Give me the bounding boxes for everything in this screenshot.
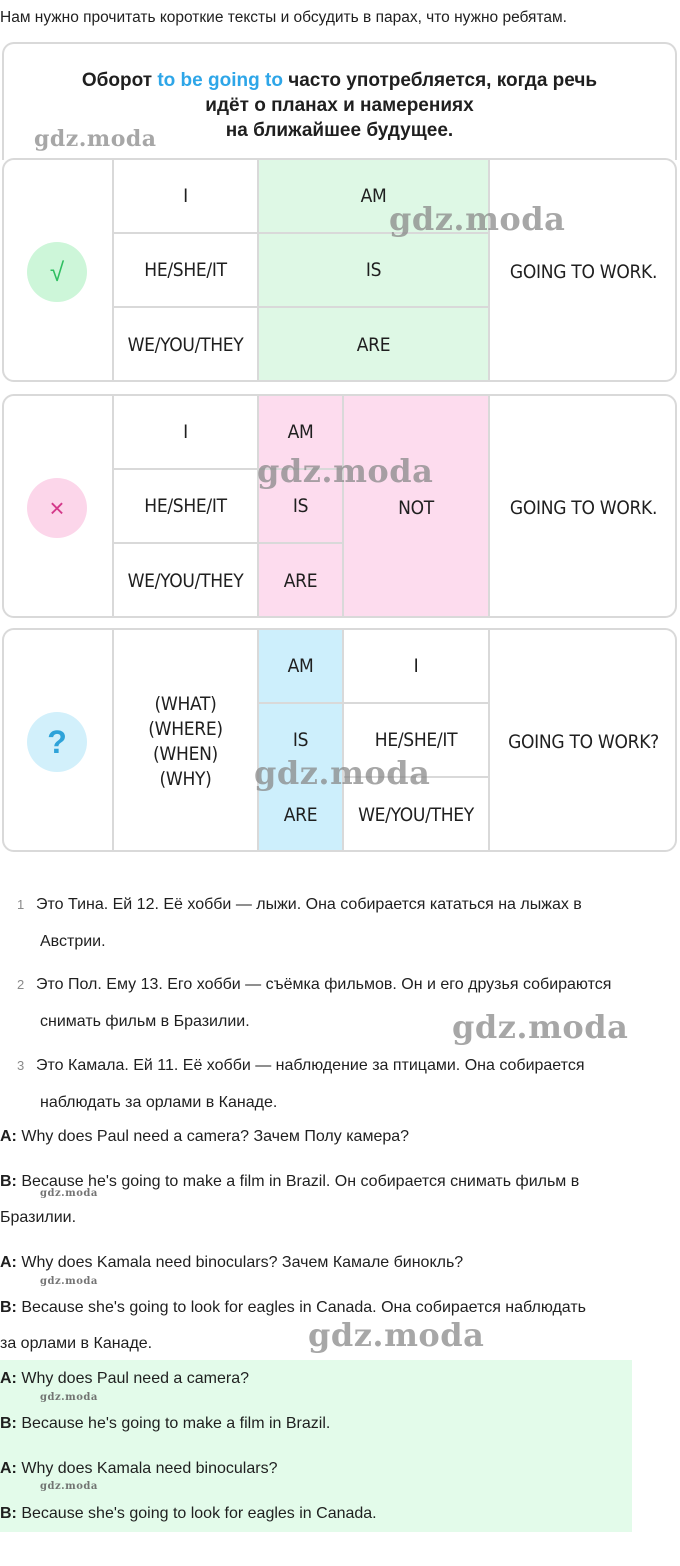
verb-cell: IS — [292, 729, 309, 751]
ending-cell: GOING TO WORK. — [509, 261, 658, 283]
item-number: 2 — [17, 977, 25, 992]
not-cell: NOT — [398, 497, 434, 519]
speaker-label: B: — [0, 1299, 17, 1316]
watermark: gdz.moda — [40, 1276, 98, 1287]
watermark: gdz.moda — [40, 1392, 98, 1403]
speaker-label: A: — [0, 1128, 17, 1145]
grammar-rule: Оборот to be going to часто употребляется, когда речь идёт о планах и намерениях на ближайшее будущее. — [81, 70, 598, 141]
answer-line: B: Because he's going to make a film in Brazil. — [0, 1415, 331, 1432]
watermark: gdz.moda — [308, 1316, 485, 1354]
ending-cell: GOING TO WORK. — [509, 497, 658, 519]
item-number: 3 — [17, 1058, 25, 1073]
verb-cell: AM — [360, 185, 387, 207]
cross-icon: × — [27, 478, 87, 538]
watermark: gdz.moda — [452, 1008, 629, 1046]
verb-cell: ARE — [283, 804, 318, 826]
dialog-line: B: Because she's going to look for eagles in Canada. Она собирается наблюдать за орлами в Канаде. — [0, 1299, 587, 1352]
answer-line: B: Because she's going to look for eagles in Canada. — [0, 1505, 377, 1522]
watermark: gdz.moda — [257, 452, 434, 490]
watermark: gdz.moda — [389, 200, 566, 238]
wh-word: (WHY) — [159, 768, 212, 790]
highlighted-phrase: to be going to — [157, 70, 283, 91]
watermark: gdz.moda — [34, 126, 157, 152]
watermark: gdz.moda — [40, 1481, 98, 1492]
wh-words-cell — [114, 630, 257, 852]
verb-cell: IS — [292, 495, 309, 517]
grammar-card — [2, 42, 677, 160]
watermark: gdz.moda — [254, 754, 431, 792]
speaker-label: A: — [0, 1460, 17, 1477]
speaker-label: B: — [0, 1173, 17, 1190]
intro-text: Нам нужно прочитать короткие тексты и обсудить в парах, что нужно ребятам. — [0, 9, 567, 26]
subject-cell: HE/SHE/IT — [374, 729, 458, 751]
speaker-label: A: — [0, 1370, 17, 1387]
wh-word: (WHEN) — [153, 743, 218, 765]
wh-word: (WHERE) — [148, 718, 223, 740]
dialog-line: A: Why does Paul need a camera? Зачем Полу камера? — [0, 1128, 410, 1145]
dialog-line: A: Why does Kamala need binoculars? Зачем Камале бинокль? — [0, 1254, 464, 1271]
wh-word: (WHAT) — [154, 693, 217, 715]
speaker-label: B: — [0, 1505, 17, 1522]
verb-cell: IS — [365, 259, 382, 281]
speaker-label: B: — [0, 1415, 17, 1432]
subject-cell: WE/YOU/THEY — [127, 334, 244, 356]
subject-cell: I — [413, 655, 419, 677]
question-table — [2, 628, 677, 852]
speaker-label: A: — [0, 1254, 17, 1271]
verb-cell: AM — [287, 421, 314, 443]
subject-cell: HE/SHE/IT — [144, 495, 227, 517]
item-number: 1 — [17, 897, 25, 912]
dialog-line: B: Because he's going to make a film in Brazil. Он собирается снимать фильм в Бразилии. — [0, 1173, 580, 1226]
answer-line: A: Why does Paul need a camera? — [0, 1370, 250, 1387]
subject-cell: HE/SHE/IT — [144, 259, 227, 281]
affirmative-table — [2, 158, 677, 382]
verb-cell: ARE — [283, 570, 318, 592]
negative-table — [2, 394, 677, 618]
question-icon: ? — [27, 712, 87, 772]
check-icon: √ — [27, 242, 87, 302]
answer-line: A: Why does Kamala need binoculars? — [0, 1460, 278, 1477]
watermark: gdz.moda — [40, 1188, 98, 1199]
subject-cell: I — [183, 185, 188, 207]
subject-cell: I — [183, 421, 188, 443]
verb-cell: AM — [287, 655, 314, 677]
ending-cell: GOING TO WORK? — [508, 731, 659, 753]
subject-cell: WE/YOU/THEY — [358, 804, 474, 826]
verb-cell: ARE — [356, 334, 391, 356]
subject-cell: WE/YOU/THEY — [127, 570, 244, 592]
